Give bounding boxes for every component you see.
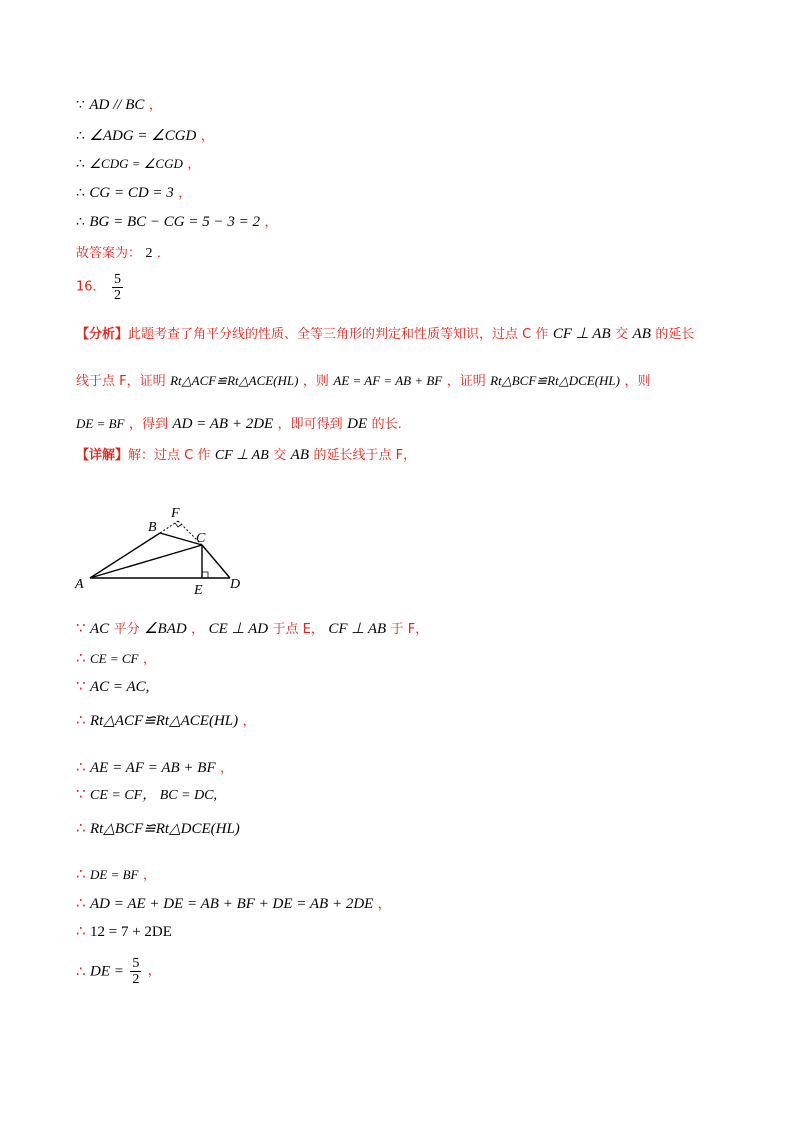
punctuation: ， [148, 98, 162, 113]
math-expression: AD // BC [89, 97, 145, 113]
label-D: D [230, 577, 241, 592]
therefore-symbol: ∴ [76, 711, 86, 729]
punctuation: ， [142, 868, 156, 883]
math-expression: AB [290, 447, 309, 463]
analysis-text: 线于点 F，证明 [76, 374, 166, 389]
step-11 [76, 956, 161, 987]
math-expression: Rt△ACF≌Rt△ACE(HL) [90, 713, 239, 729]
punctuation: ， [191, 622, 205, 637]
step-2 [76, 648, 156, 670]
label-A: A [75, 577, 84, 592]
fraction-numerator: 5 [114, 272, 121, 287]
segment-AB [90, 533, 160, 578]
detail-line [76, 445, 416, 466]
therefore-symbol: ∴ [76, 156, 85, 172]
analysis-text: ，则 [624, 374, 651, 389]
step-text: 于 F， [390, 622, 429, 637]
because-symbol: ∵ [76, 97, 85, 113]
question-16 [76, 272, 125, 303]
punctuation: ， [264, 215, 278, 230]
punctuation: ， [377, 897, 391, 912]
analysis-text: ，得到 [128, 417, 168, 432]
math-expression: Rt△ACF≌Rt△ACE(HL) [170, 373, 299, 388]
answer-value: 2 [145, 246, 153, 261]
therefore-symbol: ∴ [76, 758, 86, 776]
therefore-symbol: ∴ [76, 128, 85, 144]
math-expression: CF ⊥ AB [214, 448, 269, 463]
analysis-line-2 [76, 371, 650, 392]
punctuation: ， [242, 714, 256, 729]
proof-line-2 [76, 126, 214, 147]
math-expression: CE ⊥ AD [208, 621, 269, 637]
math-expression: AE = AF = AB + BF [90, 760, 216, 776]
analysis-text: 的长. [371, 417, 402, 432]
math-expression: ∠BAD [144, 621, 187, 637]
step-5 [76, 757, 233, 779]
geometry-figure [70, 500, 260, 600]
math-expression: CF ⊥ AB [552, 326, 611, 342]
step-8 [76, 864, 156, 886]
answer-fraction [112, 272, 123, 303]
math-expression: AC = AC, [90, 679, 150, 695]
step-3 [76, 676, 149, 697]
fraction-denominator: 2 [132, 972, 140, 987]
math-expression: 12 = 7 + 2DE [90, 924, 172, 940]
math-expression: DE = BF [76, 416, 125, 431]
punctuation: ， [220, 761, 234, 776]
fraction-numerator: 5 [132, 956, 140, 971]
math-expression: AD = AB + 2DE [172, 416, 274, 432]
label-F: F [171, 506, 180, 521]
therefore-symbol: ∴ [76, 649, 86, 667]
step-7 [76, 818, 240, 839]
therefore-symbol: ∴ [76, 214, 85, 230]
math-expression: CE = CF， BC = DC, [90, 788, 218, 803]
label-C: C [196, 531, 206, 546]
fraction-denominator: 2 [114, 288, 121, 303]
proof-line-4 [76, 183, 191, 204]
detail-tag: 【详解】 [76, 448, 129, 463]
math-expression: DE [347, 416, 368, 432]
step-9 [76, 893, 391, 915]
therefore-symbol: ∴ [76, 894, 86, 912]
math-expression: Rt△BCF≌Rt△DCE(HL) [90, 821, 240, 837]
math-expression: Rt△BCF≌Rt△DCE(HL) [490, 373, 620, 388]
punctuation: ， [187, 157, 201, 172]
math-expression: DE = [90, 963, 124, 980]
math-expression: ∠ADG = ∠CGD [89, 128, 197, 144]
step-text: 于点 E， [272, 622, 324, 637]
label-B: B [148, 520, 157, 535]
step-10 [76, 921, 172, 942]
right-angle-mark-F [175, 523, 182, 527]
because-symbol: ∵ [76, 785, 86, 803]
answer-line [76, 243, 170, 264]
math-expression: ∠CDG = ∠CGD [89, 156, 183, 171]
punctuation: ， [178, 186, 192, 201]
math-expression: BG = BC − CG = 5 − 3 = 2 [89, 214, 260, 230]
punctuation: ． [156, 246, 170, 261]
analysis-tag: 【分析】 [76, 327, 129, 342]
detail-text: 交 [273, 448, 287, 463]
detail-text: 解：过点 C 作 [128, 448, 211, 463]
proof-line-1 [76, 95, 162, 116]
because-symbol: ∵ [76, 619, 86, 637]
analysis-text: 此题考查了角平分线的性质、全等三角形的判定和性质等知识，过点 C 作 [128, 327, 549, 342]
step-text: 平分 [113, 622, 140, 637]
label-E: E [194, 583, 203, 598]
math-expression: AC [90, 621, 110, 637]
math-expression: AD = AE + DE = AB + BF + DE = AB + 2DE [90, 896, 374, 912]
because-symbol: ∵ [76, 677, 86, 695]
segment-CD [202, 545, 230, 578]
punctuation: ， [147, 963, 161, 979]
step-1 [76, 618, 428, 640]
analysis-line-1 [76, 324, 694, 345]
math-expression: AB [632, 326, 651, 342]
detail-text: 的延长线于点 F， [313, 448, 417, 463]
step-4 [76, 710, 256, 732]
therefore-symbol: ∴ [76, 962, 86, 981]
analysis-text: 的延长 [655, 327, 695, 342]
math-expression: CF ⊥ AB [328, 621, 387, 637]
right-angle-mark-E [202, 572, 208, 578]
therefore-symbol: ∴ [76, 185, 85, 201]
analysis-text: 交 [615, 327, 629, 342]
analysis-line-3 [76, 414, 402, 435]
proof-line-5 [76, 212, 277, 233]
answer-label: 故答案为： [76, 246, 142, 261]
segment-AC [90, 545, 202, 578]
therefore-symbol: ∴ [76, 922, 86, 940]
proof-line-3 [76, 154, 200, 175]
math-expression: DE = BF [90, 867, 139, 882]
math-expression: CG = CD = 3 [89, 185, 174, 201]
punctuation: ， [142, 652, 156, 667]
step-6 [76, 784, 217, 806]
therefore-symbol: ∴ [76, 865, 86, 883]
math-expression: CE = CF [90, 651, 139, 666]
math-expression: AE = AF = AB + BF [333, 373, 443, 388]
analysis-text: ，则 [302, 374, 329, 389]
question-number: 16． [76, 279, 106, 295]
analysis-text: ，即可得到 [277, 417, 343, 432]
therefore-symbol: ∴ [76, 819, 86, 837]
punctuation: ， [200, 129, 214, 144]
analysis-text: ，证明 [446, 374, 486, 389]
result-fraction [130, 956, 141, 987]
